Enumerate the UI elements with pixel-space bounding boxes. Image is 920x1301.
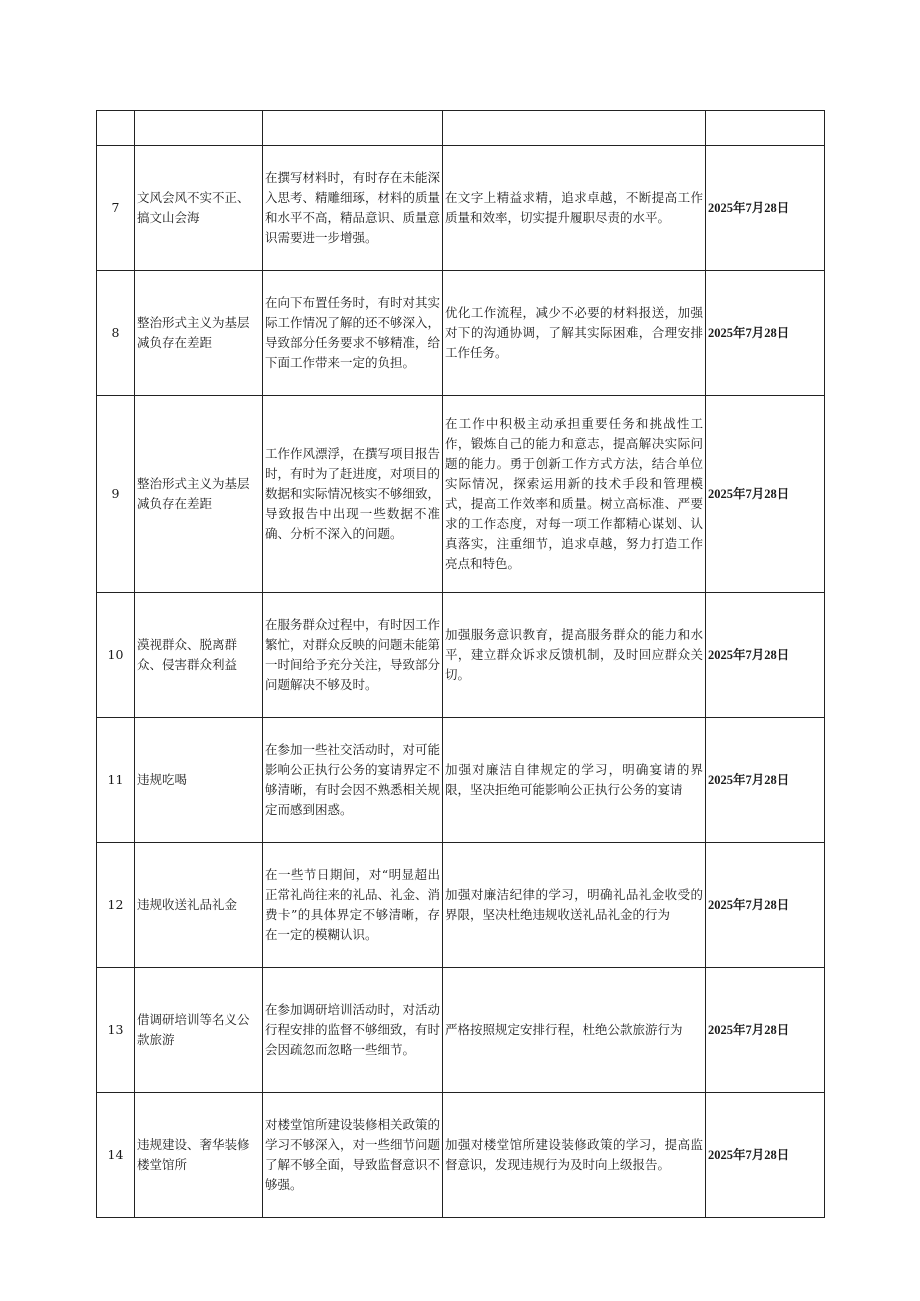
problem-description: 在向下布置任务时，有时对其实际工作情况了解的还不够深入，导致部分任务要求不够精准，给下面工作带来一定的负担。 bbox=[263, 271, 443, 396]
deadline-date-text: 2025年7月28日 bbox=[708, 898, 790, 912]
issue-category: 违规建设、奢华装修楼堂馆所 bbox=[135, 1093, 263, 1218]
table-row bbox=[97, 593, 825, 718]
row-number: 9 bbox=[97, 396, 135, 593]
deadline-date bbox=[706, 843, 825, 968]
table-row bbox=[97, 968, 825, 1093]
problem-description: 工作作风漂浮，在撰写项目报告时，有时为了赶进度，对项目的数据和实际情况核实不够细致，导致报告中出现一些数据不准确、分析不深入的问题。 bbox=[263, 396, 443, 593]
deadline-date-text: 2025年7月28日 bbox=[708, 201, 790, 215]
deadline-date bbox=[706, 593, 825, 718]
problem-description: 在撰写材料时，有时存在未能深入思考、精雕细琢，材料的质量和水平不高，精品意识、质量意识需要进一步增强。 bbox=[263, 146, 443, 271]
deadline-date bbox=[706, 396, 825, 593]
deadline-date bbox=[706, 1093, 825, 1218]
issue-category: 漠视群众、脱离群众、侵害群众利益 bbox=[135, 593, 263, 718]
issue-category: 借调研培训等名义公款旅游 bbox=[135, 968, 263, 1093]
table-cell bbox=[263, 111, 443, 146]
problem-description: 在一些节日期间，对“明显超出正常礼尚往来的礼品、礼金、消费卡”的具体界定不够清晰，存在一定的模糊认识。 bbox=[263, 843, 443, 968]
deadline-date bbox=[706, 968, 825, 1093]
row-number: 13 bbox=[97, 968, 135, 1093]
table-row bbox=[97, 1093, 825, 1218]
issue-category: 整治形式主义为基层减负存在差距 bbox=[135, 271, 263, 396]
row-number: 12 bbox=[97, 843, 135, 968]
deadline-date-text: 2025年7月28日 bbox=[708, 648, 790, 662]
table-row bbox=[97, 146, 825, 271]
deadline-date-text: 2025年7月28日 bbox=[708, 773, 790, 787]
table-row-empty bbox=[97, 111, 825, 146]
table-cell bbox=[135, 111, 263, 146]
deadline-date-text: 2025年7月28日 bbox=[708, 1023, 790, 1037]
row-number: 7 bbox=[97, 146, 135, 271]
row-number: 10 bbox=[97, 593, 135, 718]
deadline-date-text: 2025年7月28日 bbox=[708, 1148, 790, 1162]
table-row bbox=[97, 396, 825, 593]
deadline-date-text: 2025年7月28日 bbox=[708, 487, 790, 501]
row-number: 14 bbox=[97, 1093, 135, 1218]
table-cell bbox=[443, 111, 706, 146]
problem-description: 对楼堂馆所建设装修相关政策的学习不够深入，对一些细节问题了解不够全面，导致监督意识不够强。 bbox=[263, 1093, 443, 1218]
deadline-date bbox=[706, 146, 825, 271]
deadline-date-text: 2025年7月28日 bbox=[708, 326, 790, 340]
issue-category: 整治形式主义为基层减负存在差距 bbox=[135, 396, 263, 593]
rectification-measure: 严格按照规定安排行程，杜绝公款旅游行为 bbox=[443, 968, 706, 1093]
table-row bbox=[97, 271, 825, 396]
table-cell bbox=[706, 111, 825, 146]
issue-category: 违规收送礼品礼金 bbox=[135, 843, 263, 968]
rectification-measure: 优化工作流程，减少不必要的材料报送，加强对下的沟通协调，了解其实际困难，合理安排工作任务。 bbox=[443, 271, 706, 396]
rectification-table bbox=[96, 110, 825, 1218]
issue-category: 文风会风不实不正、搞文山会海 bbox=[135, 146, 263, 271]
table-row bbox=[97, 718, 825, 843]
row-number: 8 bbox=[97, 271, 135, 396]
rectification-measure: 加强对廉洁纪律的学习，明确礼品礼金收受的界限，坚决杜绝违规收送礼品礼金的行为 bbox=[443, 843, 706, 968]
rectification-measure: 在工作中积极主动承担重要任务和挑战性工作，锻炼自己的能力和意志，提高解决实际问题的能力。勇于创新工作方式方法，结合单位实际情况，探索运用新的技术手段和管理模式，提高工作效率和质量。树立高标准、严要求的工作态度，对每一项工作都精心谋划、认真落实，注重细节，追求卓越，努力打造工作亮点和特色。 bbox=[443, 396, 706, 593]
rectification-measure: 加强对廉洁自律规定的学习，明确宴请的界限，坚决拒绝可能影响公正执行公务的宴请 bbox=[443, 718, 706, 843]
deadline-date bbox=[706, 271, 825, 396]
table-row bbox=[97, 843, 825, 968]
row-number: 11 bbox=[97, 718, 135, 843]
deadline-date bbox=[706, 718, 825, 843]
issue-category: 违规吃喝 bbox=[135, 718, 263, 843]
rectification-measure: 加强服务意识教育，提高服务群众的能力和水平，建立群众诉求反馈机制，及时回应群众关切。 bbox=[443, 593, 706, 718]
rectification-measure: 加强对楼堂馆所建设装修政策的学习，提高监督意识，发现违规行为及时向上级报告。 bbox=[443, 1093, 706, 1218]
problem-description: 在服务群众过程中，有时因工作繁忙，对群众反映的问题未能第一时间给予充分关注，导致部分问题解决不够及时。 bbox=[263, 593, 443, 718]
problem-description: 在参加调研培训活动时，对活动行程安排的监督不够细致，有时会因疏忽而忽略一些细节。 bbox=[263, 968, 443, 1093]
rectification-measure: 在文字上精益求精，追求卓越，不断提高工作质量和效率，切实提升履职尽责的水平。 bbox=[443, 146, 706, 271]
problem-description: 在参加一些社交活动时，对可能影响公正执行公务的宴请界定不够清晰，有时会因不熟悉相关规定而感到困惑。 bbox=[263, 718, 443, 843]
table-cell bbox=[97, 111, 135, 146]
